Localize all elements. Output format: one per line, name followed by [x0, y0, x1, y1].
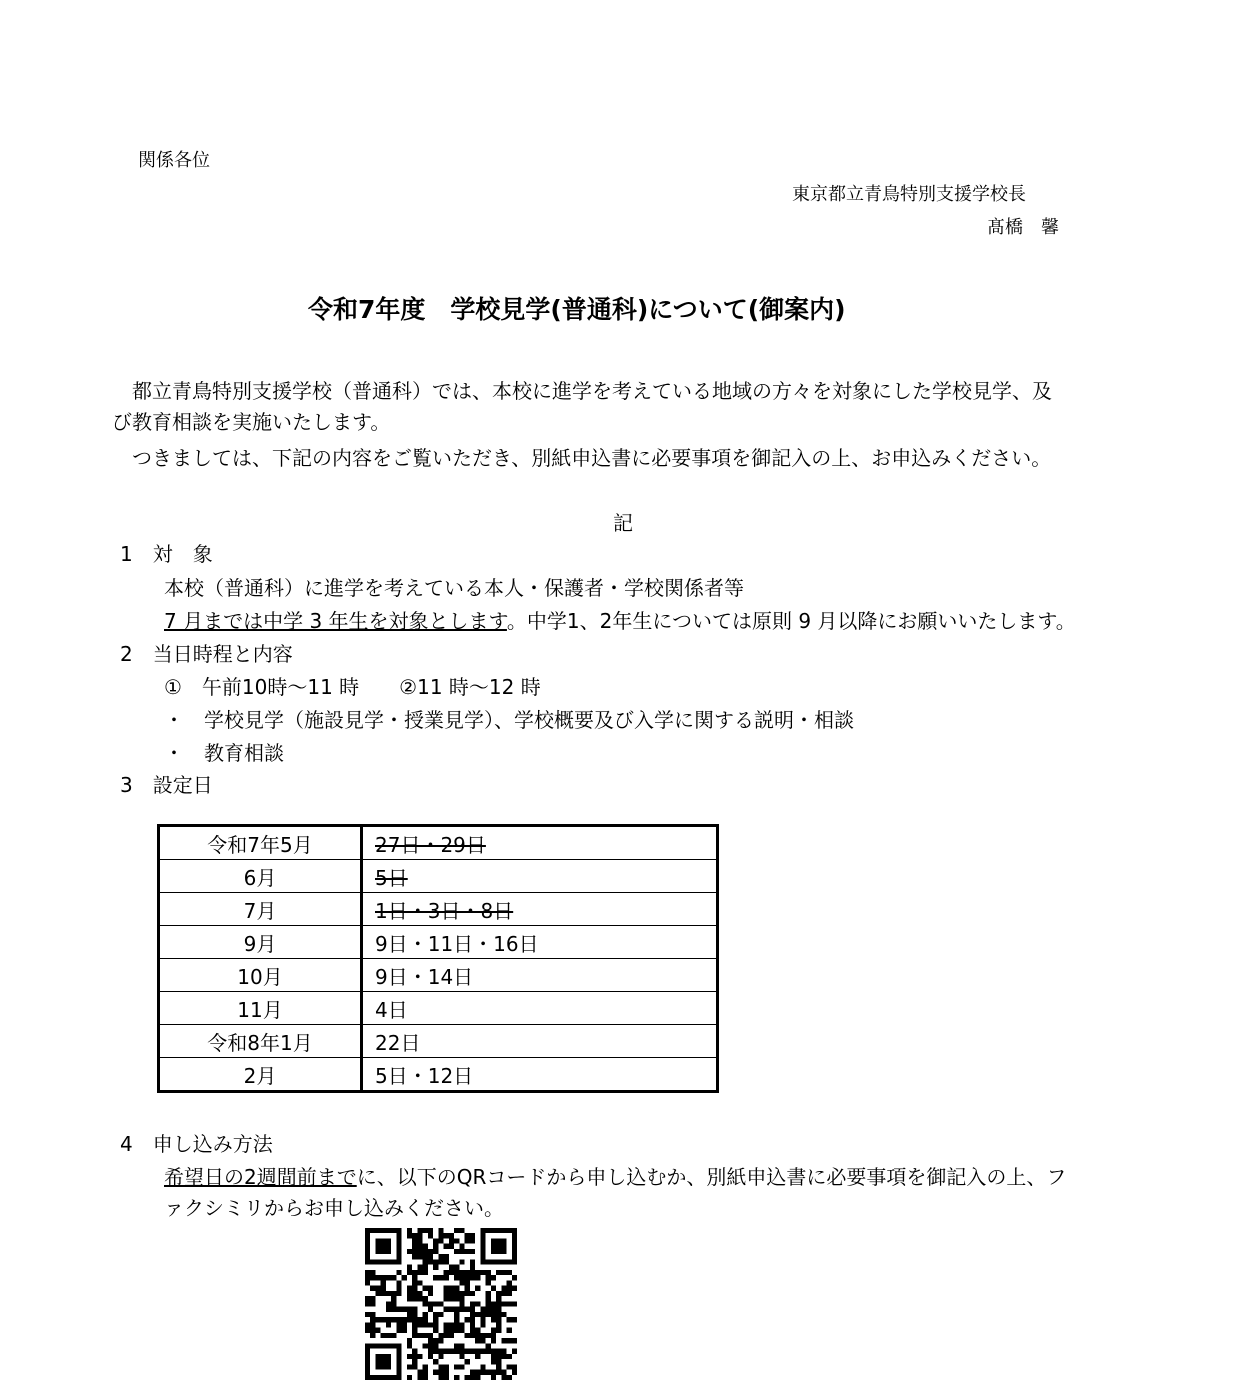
section-1-line-1: 本校（普通科）に進学を考えている本人・保護者・学校関係者等	[164, 576, 744, 600]
schedule-row	[159, 992, 718, 1025]
schedule-row	[159, 1025, 718, 1058]
schedule-days	[362, 926, 718, 959]
schedule-days	[362, 1058, 718, 1092]
section-4-heading: 4 申し込み方法	[120, 1132, 273, 1156]
scheduled-days: 22日	[375, 1030, 421, 1055]
schedule-month: 9月	[159, 926, 362, 959]
section-2-heading: 2 当日時程と内容	[120, 642, 293, 666]
schedule-row	[159, 826, 718, 860]
schedule-row	[159, 860, 718, 893]
schedule-month: 令和8年1月	[159, 1025, 362, 1058]
schedule-row	[159, 926, 718, 959]
sender-name: 髙橋 馨	[987, 217, 1059, 238]
recipient: 関係各位	[138, 150, 210, 171]
cancelled-days: 1日・3日・8日	[375, 898, 514, 923]
content-bullet-2: ・ 教育相談	[164, 741, 284, 765]
section-1-line-2	[164, 607, 1076, 635]
document-title: 令和7年度 学校見学(普通科)について(御案内)	[308, 295, 846, 324]
scheduled-days: 9日・14日	[375, 964, 474, 989]
schedule-row	[159, 1058, 718, 1092]
target-note-underlined: 7 月までは中学 3 年生を対象とします	[164, 609, 507, 633]
schedule-row	[159, 959, 718, 992]
section-1-heading: 1 対 象	[120, 542, 213, 566]
schedule-month: 令和7年5月	[159, 826, 362, 860]
target-note-rest: 。中学1、2年生については原則 9 月以降にお願いいたします。	[506, 609, 1076, 633]
schedule-table	[157, 824, 719, 1093]
sender-org: 東京都立青鳥特別支援学校長	[792, 184, 1026, 205]
schedule-month: 10月	[159, 959, 362, 992]
section-4-line-1	[164, 1163, 1066, 1191]
cancelled-days: 5日	[375, 865, 408, 890]
deadline-underlined: 希望日の2週間前まで	[164, 1165, 357, 1189]
schedule-month: 11月	[159, 992, 362, 1025]
schedule-days	[362, 1025, 718, 1058]
intro-line-2: び教育相談を実施いたします。	[112, 410, 391, 434]
schedule-days	[362, 959, 718, 992]
schedule-days	[362, 992, 718, 1025]
schedule-month: 6月	[159, 860, 362, 893]
ki-heading: 記	[613, 511, 633, 535]
cancelled-days: 27日・29日	[375, 832, 486, 857]
section-3-heading: 3 設定日	[120, 773, 213, 797]
section-4-line-2: ァクシミリからお申し込みください。	[164, 1196, 504, 1220]
intro-line-1: 都立青鳥特別支援学校（普通科）では、本校に進学を考えている地域の方々を対象にした学校見学、及	[132, 379, 1052, 403]
scheduled-days: 9日・11日・16日	[375, 931, 539, 956]
schedule-row	[159, 893, 718, 926]
scheduled-days: 5日・12日	[375, 1063, 474, 1088]
application-instructions: に、以下のQRコードから申し込むか、別紙申込書に必要事項を御記入の上、フ	[356, 1165, 1067, 1189]
schedule-month: 7月	[159, 893, 362, 926]
schedule-days	[362, 893, 718, 926]
schedule-month: 2月	[159, 1058, 362, 1092]
intro-line-3: つきましては、下記の内容をご覧いただき、別紙申込書に必要事項を御記入の上、お申込みください。	[132, 446, 1052, 470]
scheduled-days: 4日	[375, 997, 408, 1022]
schedule-days	[362, 860, 718, 893]
schedule-days	[362, 826, 718, 860]
qr-code[interactable]	[365, 1228, 517, 1380]
time-slots: ① 午前10時～11 時 ②11 時～12 時	[164, 675, 541, 699]
content-bullet-1: ・ 学校見学（施設見学・授業見学）、学校概要及び入学に関する説明・相談	[164, 708, 854, 732]
